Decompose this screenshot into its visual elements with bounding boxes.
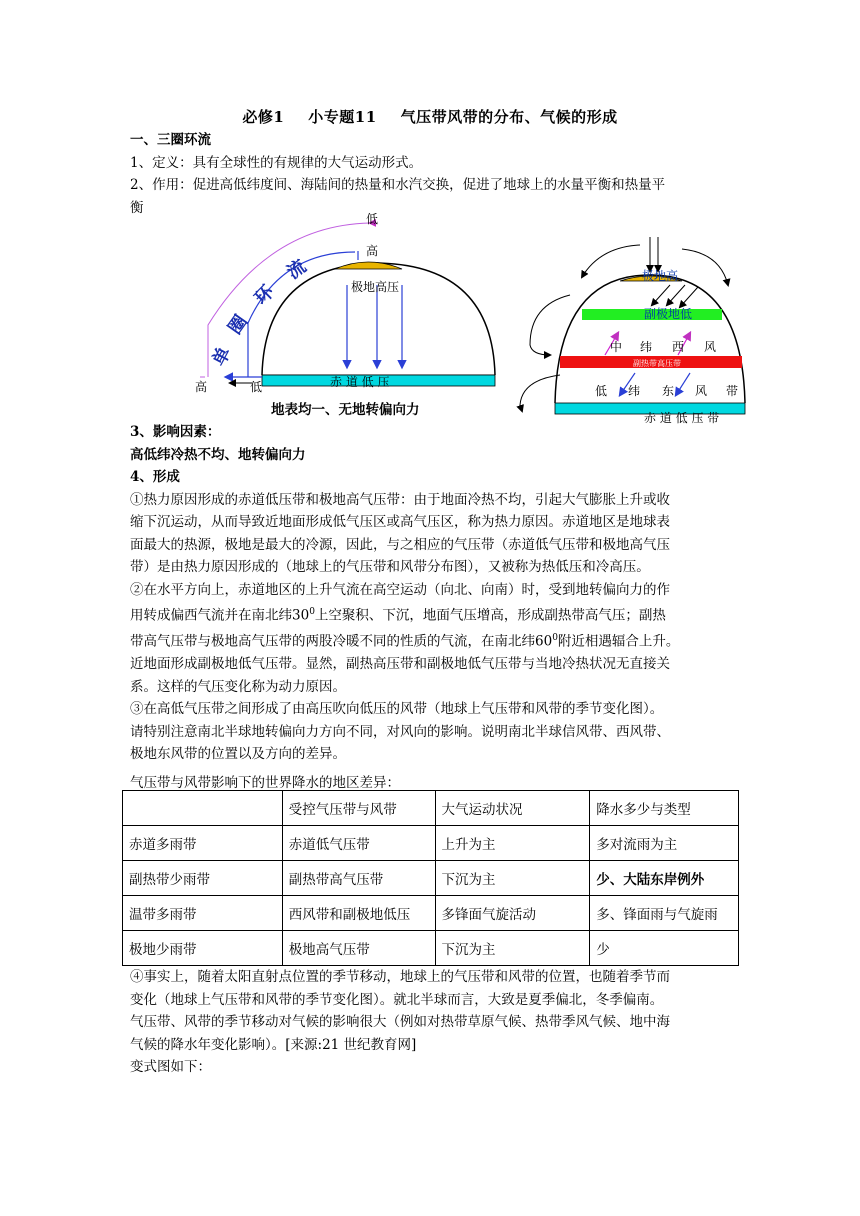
curve-label-1: 单 [208,343,236,370]
trades-2: 纬 [628,384,641,398]
p4-line-4: 气候的降水年变化影响）。[来源:21 世纪教育网] [130,1036,417,1053]
table-row: 副热带少雨带 副热带高气压带 下沉为主 少、大陆东岸例外 [123,861,739,896]
section-1-heading: 一、三圈环流 [130,132,211,148]
left-diagram-caption: 地表均一、无地转偏向力 [271,402,420,418]
section-3-heading: 3、影响因素： [130,424,221,440]
trades-4: 风 [695,384,708,398]
trades-5: 带 [726,384,739,398]
three-cell-diagram [520,237,745,425]
p2-line-3: 带高气压带与极地高气压带的两股冷暖不同的性质的气流，在南北纬$60^0$附近相遇辐合上升。 [130,633,680,650]
section-4-p4 [130,966,740,1079]
p1-line-3: 面最大的热源，极地是最大的冷源，因此，与之相应的气压带（赤道低气压带和极地高气压 [130,536,670,553]
rainfall-table [122,790,739,966]
p3-line-3: 极地东风带的位置以及方向的差异。 [130,746,346,762]
definition: 1、定义：具有全球性的有规律的大气运动形式。 [130,154,423,171]
label-high-top: 高 [366,244,379,258]
section-4-heading: 4、形成 [130,469,180,485]
westerlies-4: 风 [704,340,717,354]
p3-line-1: ③在高低气压带之间形成了由高压吹向低压的风带（地球上气压带和风带的季节变化图）。 [130,701,664,717]
effect-line-1: 2、作用：促进高低纬度间、海陆间的热量和水汽交换，促进了地球上的水量平衡和热量平 [130,177,666,193]
trades-3: 东 [662,384,675,398]
label-subpolar-low: 副极地低 [644,307,693,321]
curve-label-4: 流 [283,255,311,284]
p1-line-1: ①热力原因形成的赤道低压带和极地高气压带：由于地面冷热不均，引起大气膨胀上升或收 [130,491,670,508]
trades-1: 低 [595,384,608,398]
label-equator-low-right: 赤 道 低 压 带 [644,411,720,425]
table-header-row: 受控气压带与风带 大气运动状况 降水多少与类型 [123,791,739,826]
curve-label-2: 圈 [224,311,252,339]
label-high-bottom: 高 [195,380,208,394]
westerlies-3: 西 [672,340,685,354]
variant-caption: 变式图如下： [130,1059,211,1075]
p2-line-5: 系。这样的气压变化称为动力原因。 [130,678,346,695]
circulation-diagrams [130,205,750,425]
page-title: 必修1 小专题11 气压带风带的分布、气候的形成 [242,108,618,126]
p1-line-4: 带）是由热力原因形成的（地球上的气压带和风带分布图），又被称为热低压和冷高压。 [130,559,650,575]
section-3-content: 高低纬冷热不均、地转偏向力 [130,446,306,463]
westerlies-1: 中 [610,340,623,354]
p2-line-1: ②在水平方向上，赤道地区的上升气流在高空运动（向北、向南）时，受到地转偏向力的作 [130,581,670,598]
table-row: 赤道多雨带 赤道低气压带 上升为主 多对流雨为主 [123,826,739,861]
p4-line-2: 变化（地球上气压带和风带的季节变化图）。就北半球而言，大致是夏季偏北，冬季偏南。 [130,991,664,1008]
label-polar-high-right: 极地高 [642,269,679,283]
p2-line-4: 近地面形成副极地低气压带。显然，副热高压带和副极地低气压带与当地冷热状况无直接关 [130,656,670,672]
table-row: 温带多雨带 西风带和副极地低压 多锋面气旋活动 多、锋面雨与气旋雨 [123,896,739,931]
westerlies-2: 纬 [640,340,653,354]
table-caption: 气压带与风带影响下的世界降水的地区差异： [130,774,400,791]
effect-line-2: 衡 [130,199,144,216]
label-low-top: 低 [366,212,379,226]
label-equator-low: 赤 道 低 压 [330,375,390,389]
table-row: 极地少雨带 极地高气压带 下沉为主 少 [123,931,739,966]
label-polar-high: 极地高压 [351,280,400,294]
single-cell-diagram [195,212,495,418]
p4-line-1: ④事实上，随着太阳直射点位置的季节移动，地球上的气压带和风带的位置，也随着季节而 [130,969,670,985]
label-low-bottom: 低 [250,380,263,394]
section-3 [130,421,740,794]
curve-label-3: 环 [250,281,279,310]
label-subtropical-high: 副热带高压带 [633,359,681,368]
p1-line-2: 缩下沉运动，从而导致近地面形成低气压区或高气压区，称为热力原因。赤道地区是地球表 [130,514,670,530]
p2-line-2: 用转成偏西气流并在南北纬$30^0$上空聚积、下沉，地面气压增高，形成副热带高气压；副热 [130,607,666,624]
p3-line-2: 请特别注意南北半球地转偏向力方向不同，对风向的影响。说明南北半球信风带、西风带、 [130,723,670,740]
p4-line-3: 气压带、风带的季节移动对气候的影响很大（例如对热带草原气候、热带季风气候、地中海 [130,1014,670,1030]
